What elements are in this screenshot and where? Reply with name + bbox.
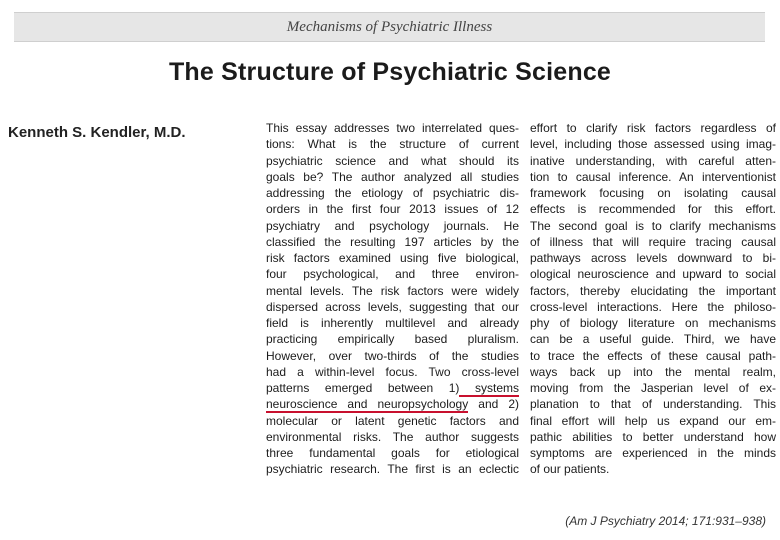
abstract-line: effects is recommended for this effort. [530, 202, 776, 217]
line-text: patterns emerged between 1) [266, 381, 460, 395]
abstract-line: field is inherently multilevel and already [266, 316, 519, 330]
highlight-underline-text: neuroscience and neuropsychology [266, 397, 469, 412]
abstract-line: practicing empirically based pluralism. [266, 332, 519, 347]
abstract-line: effort to clarify risk factors regardless of [530, 121, 776, 135]
abstract-line: pathic abilities to better understand how [530, 429, 776, 444]
abstract-line: of our patients. [530, 462, 610, 477]
abstract-line: four psychological, and three environ- [266, 267, 519, 282]
abstract-line: pathways across levels downward to bi- [530, 251, 776, 265]
abstract-line: molecular or latent genetic factors and [266, 413, 519, 428]
abstract-line-highlighted-a [266, 380, 519, 396]
section-banner [14, 12, 765, 42]
abstract-line: However, over two-thirds of the studies [266, 348, 519, 363]
abstract-line: inative understanding, with careful atten- [530, 153, 776, 168]
abstract-line: level, including those assessed using imag- [530, 137, 776, 152]
abstract-line: psychiatric research. The first is an eclectic [266, 462, 519, 477]
abstract-line: can be a useful guide. Third, we have [530, 332, 776, 347]
abstract-line: planation to that of understanding. This [530, 397, 776, 412]
abstract-line: This essay addresses two interrelated ques- [266, 121, 519, 135]
abstract-line: factors, thereby elucidating the important [530, 283, 776, 298]
abstract-line: phy of biology literature on mechanisms [530, 316, 776, 330]
abstract-line: ological neuroscience and upward to social [530, 267, 776, 282]
highlight-underline-text: systems [459, 381, 519, 395]
abstract-line: ways back up into the mental realm, [530, 364, 776, 379]
abstract-line: tions: What is the structure of current [266, 137, 519, 152]
abstract-line: risk factors examined using five biological, [266, 251, 519, 265]
abstract-line: final effort will help us expand our em- [530, 413, 776, 428]
abstract-line: environmental risks. The author suggests [266, 429, 519, 444]
abstract-line: had a within-level focus. Two cross-level [266, 364, 519, 379]
abstract-line: symptoms are experienced in the minds [530, 446, 776, 460]
author-name: Kenneth S. Kendler, M.D. [8, 124, 186, 141]
line-text: and 2) [468, 397, 519, 412]
abstract-line: addressing the etiology of psychiatric dis- [266, 186, 519, 200]
abstract-line-highlighted-b [266, 396, 519, 412]
abstract-line: psychiatric science and what should its [266, 153, 519, 168]
abstract-line: cross-level interactions. Here the philoso- [530, 299, 776, 314]
abstract-line: to trace the effects of these causal path- [530, 348, 776, 363]
abstract-line: of illness that will require tracing causal [530, 234, 776, 249]
abstract-line: psychiatry and psychology journals. He [266, 218, 519, 233]
abstract-line: three fundamental goals for etiological [266, 446, 519, 460]
section-label: Mechanisms of Psychiatric Illness [286, 19, 493, 35]
article-title: The Structure of Psychiatric Science [168, 58, 612, 86]
abstract-line: orders in the first four 2013 issues of 12 [266, 202, 519, 217]
abstract-column-2 [530, 120, 776, 478]
abstract-line: tion to causal inference. An interventionist [530, 169, 776, 184]
abstract-line: framework focusing on isolating causal [530, 186, 776, 200]
abstract-line: mental levels. The risk factors were widely [266, 283, 519, 298]
abstract-column-1 [266, 120, 519, 478]
journal-citation: (Am J Psychiatry 2014; 171:931–938) [565, 514, 766, 528]
abstract-line: classified the resulting 197 articles by the [266, 234, 519, 249]
abstract-line: dispersed across levels, suggesting that our [266, 299, 519, 314]
abstract-line: The second goal is to clarify mechanisms [530, 218, 776, 233]
abstract-line: goals be? The author analyzed all studies [266, 169, 519, 184]
abstract-line: moving from the Jasperian level of ex- [530, 381, 776, 395]
